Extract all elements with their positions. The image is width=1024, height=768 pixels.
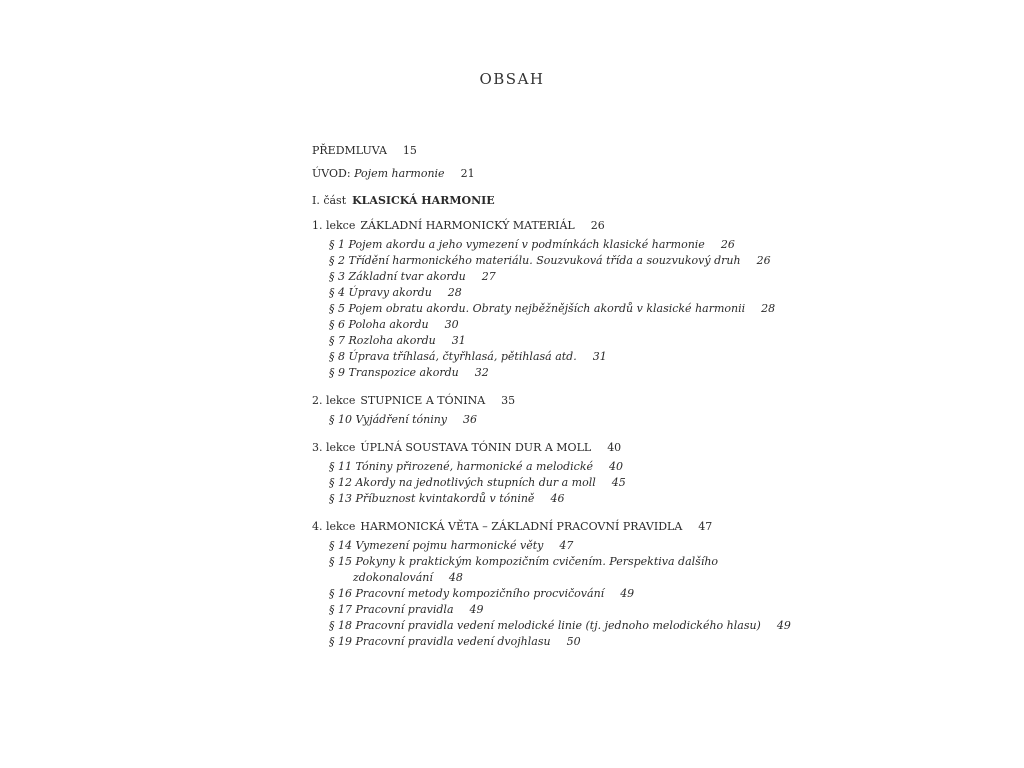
toc-entry-section[interactable] [312, 602, 772, 618]
page-number: 46 [550, 492, 565, 505]
section-title: § 1 Pojem akordu a jeho vymezení v podmínkách klasické harmonie [329, 238, 705, 251]
preface-label: PŘEDMLUVA [312, 144, 387, 157]
lesson-label: 1. lekce [312, 219, 356, 232]
toc-entry-section[interactable] [312, 554, 772, 570]
toc-entry-lesson[interactable] [312, 440, 772, 456]
section-title: § 9 Transpozice akordu [329, 366, 459, 379]
toc-entry-section[interactable] [312, 269, 772, 285]
page-number: 48 [448, 571, 463, 584]
part-label: I. část [312, 194, 347, 207]
page-number: 49 [776, 619, 791, 632]
page-number: 49 [469, 603, 484, 616]
section-title: § 14 Vymezení pojmu harmonické věty [329, 539, 544, 552]
section-title: § 7 Rozloha akordu [329, 334, 436, 347]
lessons-list [312, 218, 791, 650]
page-number: 31 [451, 334, 466, 347]
section-title: § 16 Pracovní metody kompozičního procvičování [329, 587, 605, 600]
toc-entry-section-continuation[interactable] [312, 570, 772, 586]
lesson-title: HARMONICKÁ VĚTA – ZÁKLADNÍ PRACOVNÍ PRAVIDLA [360, 520, 683, 533]
toc-entry-lesson[interactable] [312, 218, 772, 234]
page-number: 47 [559, 539, 574, 552]
part-title: KLASICKÁ HARMONIE [352, 194, 495, 207]
page-number: 21 [460, 167, 475, 180]
page-number: 28 [761, 302, 776, 315]
section-title: § 17 Pracovní pravidla [329, 603, 454, 616]
lesson-block [312, 218, 776, 381]
page-number: 28 [447, 286, 462, 299]
page-number: 40 [609, 460, 624, 473]
toc-entry-section[interactable] [312, 285, 772, 301]
toc-entry-section[interactable] [312, 412, 772, 428]
page-number: 26 [720, 238, 735, 251]
section-title: § 2 Třídění harmonického materiálu. Souzvuková třída a souzvukový druh [329, 254, 741, 267]
lesson-label: 4. lekce [312, 520, 356, 533]
page-number: 35 [501, 394, 516, 407]
page-number: 26 [590, 219, 605, 232]
toc-entry-intro[interactable] [312, 166, 772, 182]
section-title: § 13 Příbuznost kvintakordů v tónině [329, 492, 535, 505]
intro-label: ÚVOD: [312, 167, 351, 180]
section-title: § 6 Poloha akordu [329, 318, 429, 331]
lesson-label: 3. lekce [312, 441, 356, 454]
section-title-continuation: zdokonalování [353, 571, 433, 584]
toc-entry-section[interactable] [312, 634, 772, 650]
toc-entry-section[interactable] [312, 333, 772, 349]
toc-entry-section[interactable] [312, 349, 772, 365]
section-title: § 15 Pokyny k praktickým kompozičním cvičením. Perspektiva dalšího [329, 555, 719, 568]
page-number: 27 [481, 270, 496, 283]
toc-entry-section[interactable] [312, 365, 772, 381]
page-number: 31 [592, 350, 607, 363]
toc-entry-section[interactable] [312, 618, 791, 634]
toc-entry-section[interactable] [312, 301, 776, 317]
lesson-title: ZÁKLADNÍ HARMONICKÝ MATERIÁL [360, 219, 575, 232]
toc-entry-section[interactable] [312, 237, 772, 253]
page-number: 47 [698, 520, 713, 533]
toc-entry-lesson[interactable] [312, 519, 772, 535]
section-title: § 12 Akordy na jednotlivých stupních dur a moll [329, 476, 596, 489]
table-of-contents [312, 143, 791, 662]
lesson-block [312, 519, 791, 650]
section-title: § 3 Základní tvar akordu [329, 270, 466, 283]
section-title: § 4 Úpravy akordu [329, 286, 432, 299]
toc-entry-lesson[interactable] [312, 393, 772, 409]
page-number: 40 [607, 441, 622, 454]
section-title: § 19 Pracovní pravidla vedení dvojhlasu [329, 635, 551, 648]
toc-part-heading [312, 193, 772, 209]
lesson-block [312, 440, 772, 507]
lesson-label: 2. lekce [312, 394, 356, 407]
section-title: § 8 Úprava tříhlasá, čtyřhlasá, pětihlasá atd. [329, 350, 577, 363]
section-title: § 18 Pracovní pravidla vedení melodické linie (tj. jednoho melodického hlasu) [329, 619, 761, 632]
section-title: § 10 Vyjádření tóniny [329, 413, 448, 426]
page-number: 49 [620, 587, 635, 600]
toc-entry-section[interactable] [312, 586, 772, 602]
page-number: 32 [474, 366, 489, 379]
intro-subtitle: Pojem harmonie [354, 167, 445, 180]
lesson-block [312, 393, 772, 428]
page-number: 50 [566, 635, 581, 648]
lesson-title: ÚPLNÁ SOUSTAVA TÓNIN DUR A MOLL [360, 441, 592, 454]
toc-entry-section[interactable] [312, 538, 772, 554]
page-number: 45 [611, 476, 626, 489]
section-title: § 11 Tóniny přirozené, harmonické a melodické [329, 460, 594, 473]
page-number: 15 [402, 144, 417, 157]
page-number: 26 [756, 254, 771, 267]
toc-entry-preface[interactable] [312, 143, 772, 159]
lesson-title: STUPNICE A TÓNINA [360, 394, 486, 407]
toc-entry-section[interactable] [312, 317, 772, 333]
toc-entry-section[interactable] [312, 459, 772, 475]
page-number: 36 [463, 413, 478, 426]
page-number: 30 [444, 318, 459, 331]
toc-entry-section[interactable] [312, 491, 772, 507]
section-title: § 5 Pojem obratu akordu. Obraty nejběžnějších akordů v klasické harmonii [329, 302, 746, 315]
page-title: OBSAH [479, 70, 545, 88]
toc-entry-section[interactable] [312, 475, 772, 491]
toc-entry-section[interactable] [312, 253, 772, 269]
